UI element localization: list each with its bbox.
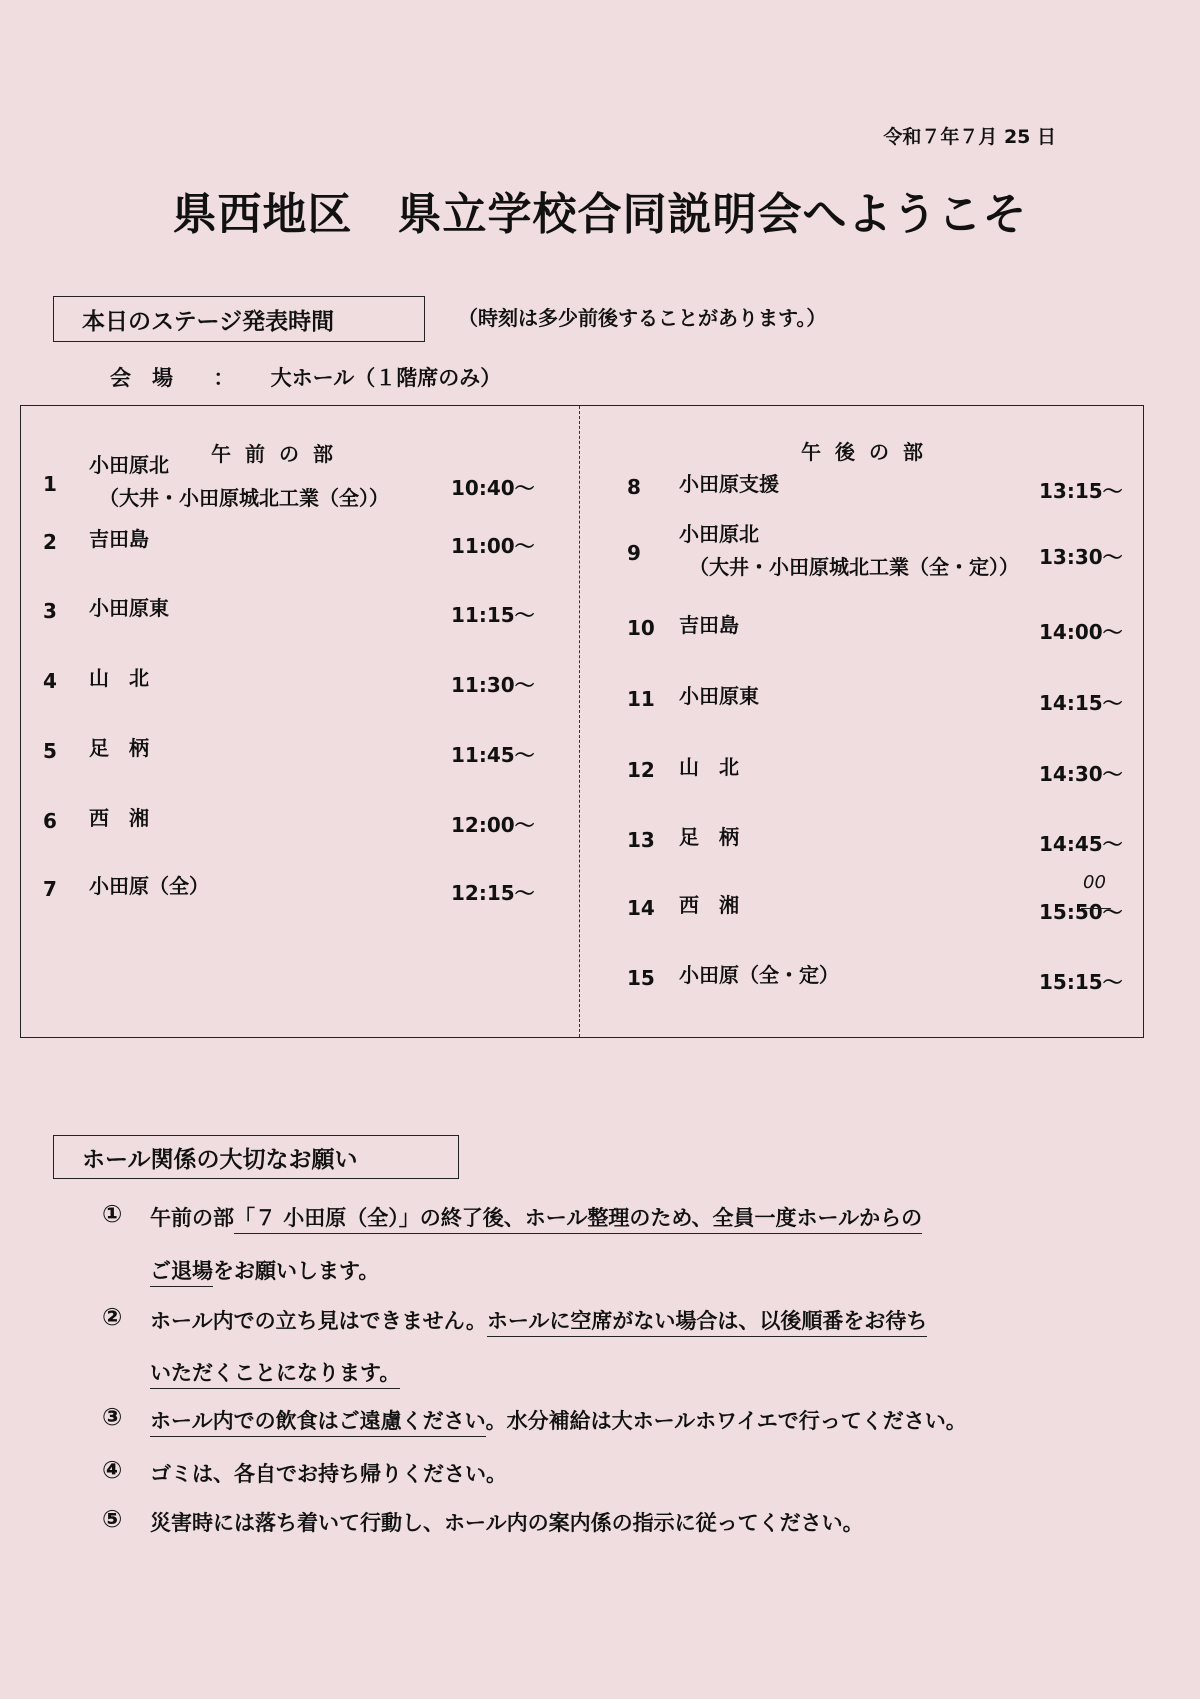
school-name bbox=[679, 680, 759, 713]
underlined-text: ホールに空席がない場合は、以後順番をお待ち bbox=[487, 1309, 928, 1337]
request-line bbox=[150, 1458, 507, 1488]
start-time: 14:30～ bbox=[1039, 762, 1123, 786]
school-name-main: 足 柄 bbox=[89, 736, 149, 760]
start-time: 11:00～ bbox=[451, 534, 535, 558]
request-number: ④ bbox=[102, 1456, 123, 1484]
row-number: 2 bbox=[43, 530, 57, 554]
afternoon-heading: 午後の部 bbox=[801, 440, 937, 464]
school-name-main: 山 北 bbox=[89, 666, 149, 690]
row-number: 11 bbox=[627, 687, 655, 711]
venue-line bbox=[110, 362, 501, 392]
school-name-main: 山 北 bbox=[679, 755, 739, 779]
hall-requests-heading: ホール関係の大切なお願い bbox=[53, 1135, 459, 1179]
row-number: 10 bbox=[627, 616, 655, 640]
request-text: 災害時には落ち着いて行動し、ホール内の案内係の指示に従ってください。 bbox=[150, 1511, 864, 1535]
start-time: 14:45～ bbox=[1039, 832, 1123, 856]
row-number: 4 bbox=[43, 669, 57, 693]
underlined-text: ホール内での飲食はご遠慮ください bbox=[150, 1409, 486, 1437]
school-name-main: 小田原東 bbox=[89, 596, 169, 620]
row-number: 7 bbox=[43, 877, 57, 901]
request-text: 。水分補給は大ホールホワイエで行ってください。 bbox=[485, 1409, 967, 1433]
request-line bbox=[150, 1202, 922, 1232]
school-name-main: 小田原北 bbox=[679, 522, 759, 546]
row-number: 8 bbox=[627, 475, 641, 499]
school-name bbox=[89, 732, 149, 765]
row-number: 1 bbox=[43, 472, 57, 496]
start-time: 12:15～ bbox=[451, 881, 535, 905]
school-name bbox=[89, 523, 149, 556]
start-time: 12:00～ bbox=[451, 813, 535, 837]
school-name bbox=[89, 662, 149, 695]
request-number: ② bbox=[102, 1303, 123, 1331]
school-name-main: 小田原支援 bbox=[679, 472, 779, 496]
request-line bbox=[150, 1255, 379, 1285]
row-number: 15 bbox=[627, 966, 655, 990]
school-name bbox=[679, 518, 1019, 584]
strike-line bbox=[1081, 908, 1111, 909]
start-time: 15:50～ bbox=[1039, 900, 1123, 924]
request-line bbox=[150, 1305, 927, 1335]
request-number: ⑤ bbox=[102, 1505, 123, 1533]
school-name bbox=[679, 468, 779, 501]
request-text: ホール内での立ち見はできません。 bbox=[150, 1309, 487, 1333]
schedule-table bbox=[20, 405, 1144, 1038]
school-name-main: 小田原東 bbox=[679, 684, 759, 708]
school-name-sub: （大井・小田原城北工業（全・定）） bbox=[689, 555, 1019, 579]
request-text: 午前の部 bbox=[150, 1206, 234, 1230]
row-number: 14 bbox=[627, 896, 655, 920]
venue-colon: ： bbox=[213, 366, 235, 390]
school-name-main: 西 湘 bbox=[89, 806, 149, 830]
underlined-text: いただくことになります。 bbox=[150, 1361, 400, 1389]
page-title: 県西地区 県立学校合同説明会へようこそ bbox=[172, 189, 1028, 240]
school-name bbox=[89, 449, 389, 515]
start-time: 11:30～ bbox=[451, 673, 535, 697]
request-number: ① bbox=[102, 1200, 123, 1228]
school-name-main: 吉田島 bbox=[89, 527, 149, 551]
school-name bbox=[679, 751, 739, 784]
time-note: （時刻は多少前後することがあります。） bbox=[458, 306, 827, 330]
start-time: 10:40～ bbox=[451, 476, 535, 500]
school-name bbox=[89, 592, 169, 625]
underlined-text: ご退場 bbox=[150, 1259, 213, 1287]
request-number: ③ bbox=[102, 1403, 123, 1431]
school-name-main: 足 柄 bbox=[679, 825, 739, 849]
underlined-text: 「７ 小田原（全）」の終了後、ホール整理のため、全員一度ホールからの bbox=[234, 1206, 922, 1234]
request-text: をお願いします。 bbox=[213, 1259, 380, 1283]
stage-schedule-heading: 本日のステージ発表時間 bbox=[53, 296, 425, 342]
school-name-main: 西 湘 bbox=[679, 893, 739, 917]
school-name bbox=[679, 889, 739, 922]
document-date: 令和７年７月 25 日 bbox=[883, 126, 1056, 148]
school-name bbox=[679, 821, 739, 854]
row-number: 12 bbox=[627, 758, 655, 782]
school-name bbox=[89, 870, 209, 903]
start-time: 14:15～ bbox=[1039, 691, 1123, 715]
school-name-main: 小田原北 bbox=[89, 453, 169, 477]
start-time: 15:15～ bbox=[1039, 970, 1123, 994]
morning-heading: 午前の部 bbox=[211, 442, 347, 466]
row-number: 3 bbox=[43, 599, 57, 623]
school-name bbox=[89, 802, 149, 835]
start-time: 13:15～ bbox=[1039, 479, 1123, 503]
request-text: ゴミは、各自でお持ち帰りください。 bbox=[150, 1462, 507, 1486]
row-number: 13 bbox=[627, 828, 655, 852]
column-divider bbox=[579, 406, 580, 1037]
start-time: 14:00～ bbox=[1039, 620, 1123, 644]
school-name-sub: （大井・小田原城北工業（全）） bbox=[99, 486, 389, 510]
row-number: 5 bbox=[43, 739, 57, 763]
start-time: 11:15～ bbox=[451, 603, 535, 627]
start-time: 11:45～ bbox=[451, 743, 535, 767]
handwritten-correction: 00 bbox=[1083, 872, 1106, 893]
school-name-main: 吉田島 bbox=[679, 613, 739, 637]
request-line bbox=[150, 1405, 967, 1435]
school-name-main: 小田原（全） bbox=[89, 874, 209, 898]
venue-value: 大ホール（１階席のみ） bbox=[270, 366, 502, 390]
start-time: 13:30～ bbox=[1039, 545, 1123, 569]
school-name bbox=[679, 609, 739, 642]
row-number: 9 bbox=[627, 541, 641, 565]
venue-label: 会 場 bbox=[110, 366, 173, 390]
request-line bbox=[150, 1507, 864, 1537]
school-name-main: 小田原（全・定） bbox=[679, 963, 839, 987]
row-number: 6 bbox=[43, 809, 57, 833]
school-name bbox=[679, 959, 839, 992]
request-line bbox=[150, 1357, 400, 1387]
